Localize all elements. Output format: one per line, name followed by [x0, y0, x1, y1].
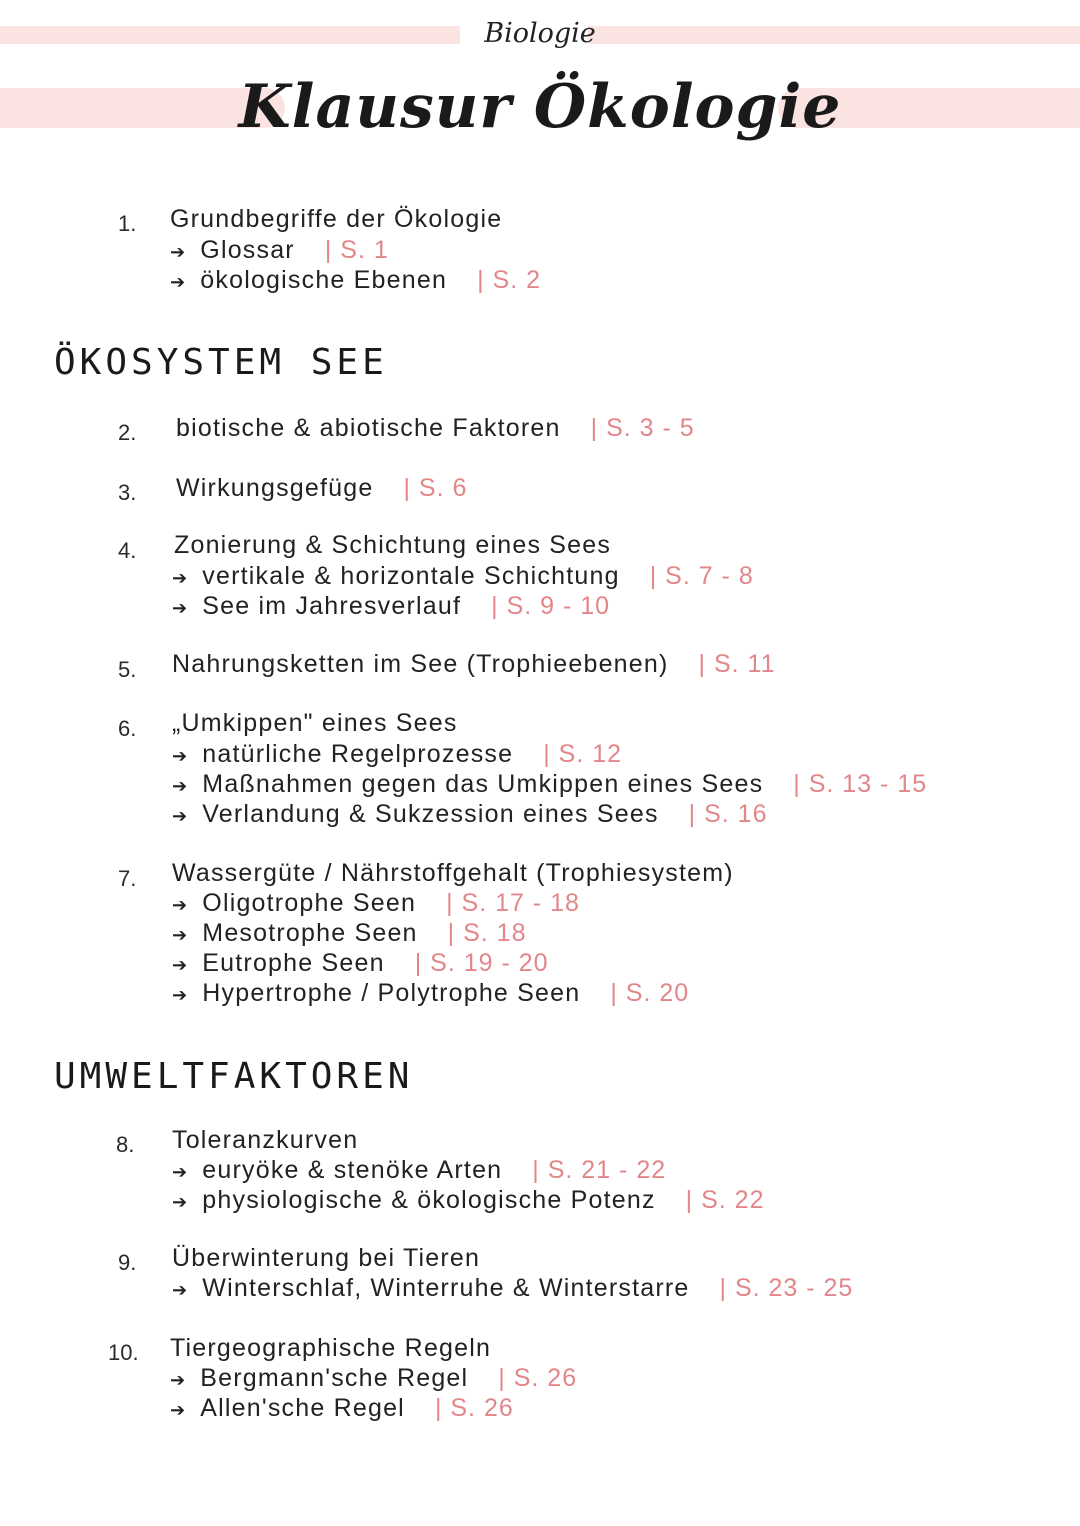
arrow-icon: ➔	[172, 1192, 189, 1212]
sub-item	[172, 770, 927, 799]
sub-item-text: Bergmann'sche Regel	[200, 1364, 469, 1392]
item-title: Toleranzkurven	[172, 1126, 359, 1154]
arrow-icon: ➔	[172, 955, 189, 975]
item-number: 8.	[116, 1132, 135, 1157]
sub-item	[172, 1274, 853, 1303]
page-ref: | S. 11	[698, 650, 776, 678]
item-number: 1.	[118, 211, 137, 236]
page-ref: | S. 20	[610, 979, 690, 1007]
sub-item	[172, 740, 622, 769]
page-ref: | S. 7 - 8	[649, 562, 754, 590]
item-title-text: Nahrungsketten im See (Trophieebenen)	[172, 650, 669, 678]
sub-item-text: Allen'sche Regel	[200, 1394, 405, 1422]
page-ref: | S. 1	[324, 236, 389, 264]
item-title	[172, 650, 775, 679]
sub-item-text: Eutrophe Seen	[202, 949, 385, 977]
item-title	[176, 474, 467, 503]
page-ref: | S. 18	[447, 919, 527, 947]
page-ref: | S. 26	[498, 1364, 578, 1392]
arrow-icon: ➔	[172, 985, 189, 1005]
page-ref: | S. 17 - 18	[446, 889, 580, 917]
item-title	[176, 414, 695, 443]
section-heading-oekosystem-see: ÖKOSYSTEM SEE	[54, 342, 388, 383]
item-number: 2.	[118, 420, 137, 445]
item-title-text: Wirkungsgefüge	[176, 474, 374, 502]
sub-item-text: euryöke & stenöke Arten	[202, 1156, 503, 1184]
item-number: 3.	[118, 480, 137, 505]
sub-item-text: ökologische Ebenen	[200, 266, 448, 294]
item-title: Grundbegriffe der Ökologie	[170, 205, 503, 233]
item-title: Wassergüte / Nährstoffgehalt (Trophiesystem)	[172, 859, 734, 887]
page-ref: | S. 13 - 15	[793, 770, 928, 798]
sub-item	[172, 592, 610, 621]
sub-item-text: See im Jahresverlauf	[202, 592, 462, 620]
item-number: 7.	[118, 866, 137, 891]
arrow-icon: ➔	[172, 746, 189, 766]
page-ref: | S. 26	[434, 1394, 514, 1422]
page-ref: | S. 16	[688, 800, 768, 828]
sub-item-text: Oligotrophe Seen	[202, 889, 417, 917]
subject-label: Biologie	[484, 18, 596, 49]
sub-item	[170, 236, 389, 265]
item-number: 6.	[118, 716, 137, 741]
item-number: 4.	[118, 538, 137, 563]
sub-item	[172, 1186, 765, 1215]
sub-item-text: vertikale & horizontale Schichtung	[202, 562, 620, 590]
page-ref: | S. 21 - 22	[532, 1156, 667, 1184]
sub-item	[170, 266, 541, 295]
arrow-icon: ➔	[172, 776, 189, 796]
sub-item-text: Verlandung & Sukzession eines Sees	[202, 800, 659, 828]
arrow-icon: ➔	[172, 1280, 189, 1300]
item-title: Tiergeographische Regeln	[170, 1334, 492, 1362]
sub-item-text: physiologische & ökologische Potenz	[202, 1186, 656, 1214]
arrow-icon: ➔	[170, 242, 187, 262]
arrow-icon: ➔	[172, 895, 189, 915]
section-heading-umweltfaktoren: UMWELTFAKTOREN	[54, 1056, 414, 1097]
arrow-icon: ➔	[172, 568, 189, 588]
arrow-icon: ➔	[170, 272, 187, 292]
item-number: 10.	[108, 1340, 139, 1365]
arrow-icon: ➔	[172, 1162, 189, 1182]
sub-item-text: Winterschlaf, Winterruhe & Winterstarre	[202, 1274, 690, 1302]
arrow-icon: ➔	[170, 1400, 187, 1420]
arrow-icon: ➔	[172, 598, 189, 618]
page-ref: | S. 22	[685, 1186, 765, 1214]
page-title: Klausur Ökologie	[238, 72, 842, 142]
page-ref: | S. 6	[403, 474, 468, 502]
sub-item	[172, 949, 549, 978]
item-number: 9.	[118, 1250, 137, 1275]
item-title: „Umkippen" eines Sees	[172, 709, 458, 737]
arrow-icon: ➔	[172, 925, 189, 945]
sub-item	[170, 1364, 577, 1393]
item-title-text: biotische & abiotische Faktoren	[176, 414, 561, 442]
arrow-icon: ➔	[172, 806, 189, 826]
sub-item-text: Glossar	[200, 236, 295, 264]
sub-item	[172, 1156, 666, 1185]
item-title: Zonierung & Schichtung eines Sees	[174, 531, 612, 559]
sub-item	[172, 889, 580, 918]
page-ref: | S. 23 - 25	[719, 1274, 854, 1302]
sub-item	[172, 919, 526, 948]
sub-item-text: Maßnahmen gegen das Umkippen eines Sees	[202, 770, 764, 798]
sub-item-text: Mesotrophe Seen	[202, 919, 418, 947]
page-ref: | S. 3 - 5	[590, 414, 695, 442]
item-number: 5.	[118, 657, 137, 682]
page-ref: | S. 12	[543, 740, 623, 768]
page-ref: | S. 19 - 20	[414, 949, 549, 977]
page-ref: | S. 2	[477, 266, 541, 294]
arrow-icon: ➔	[170, 1370, 187, 1390]
sub-item	[172, 562, 754, 591]
sub-item	[172, 979, 689, 1008]
item-title: Überwinterung bei Tieren	[172, 1244, 481, 1272]
sub-item-text: Hypertrophe / Polytrophe Seen	[202, 979, 581, 1007]
sub-item	[170, 1394, 514, 1423]
sub-item-text: natürliche Regelprozesse	[202, 740, 514, 768]
page-ref: | S. 9 - 10	[491, 592, 611, 620]
sub-item	[172, 800, 767, 829]
